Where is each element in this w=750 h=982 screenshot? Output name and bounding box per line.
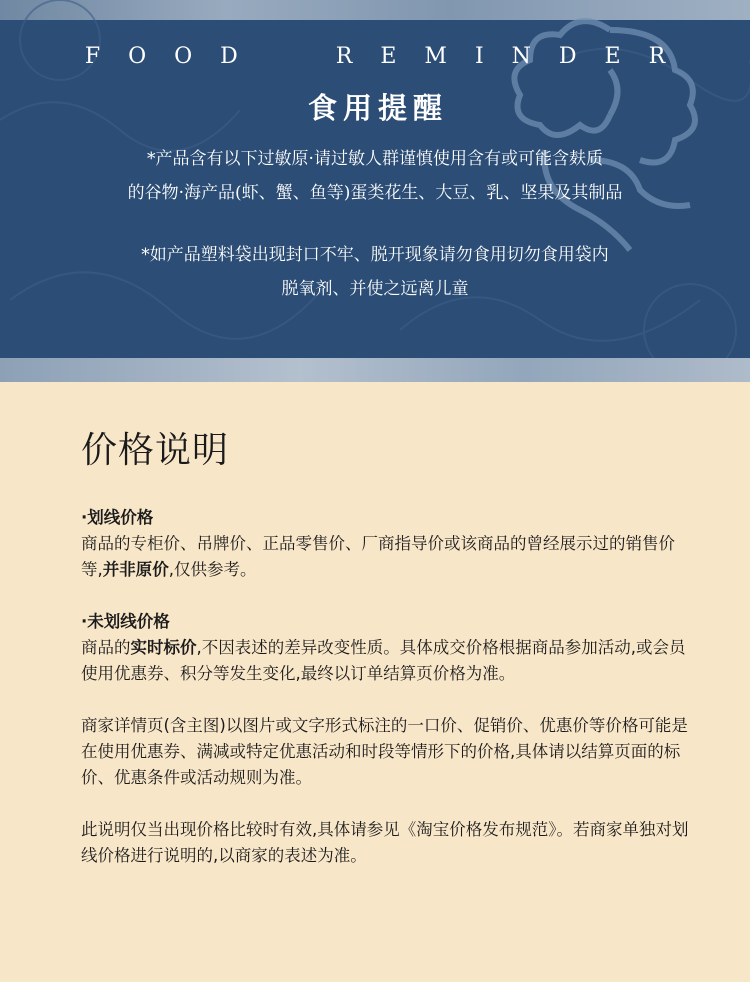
strikethrough-price-text [81, 531, 691, 583]
allergen-notice-line-1: *产品含有以下过敏原·请过敏人群谨慎使用含有或可能含麸质 [147, 149, 603, 169]
allergen-notice-line-2: 的谷物·海产品(虾、蟹、鱼等)蛋类花生、大豆、乳、坚果及其制品 [127, 183, 623, 203]
packaging-notice [0, 238, 750, 306]
not-original-price-emphasis: 并非原价 [102, 560, 169, 579]
validity-text: 此说明仅当出现价格比较时有效,具体请参见《淘宝价格发布规范》。若商家单独对划线价格进行说明的,以商家的表述为准。 [81, 820, 689, 865]
section-heading: 价格说明 [81, 430, 230, 471]
banner-title: 食用提醒 [307, 91, 448, 125]
allergen-notice [0, 142, 750, 210]
real-time-price-emphasis: 实时标价 [130, 638, 197, 657]
non-strikethrough-price-text [81, 635, 691, 687]
packaging-notice-line-1: *如产品塑料袋出现封口不牢、脱开现象请勿食用切勿食用袋内 [141, 245, 609, 265]
detail-page-price-text: 商家详情页(含主图)以图片或文字形式标注的一口价、促销价、优惠价等价格可能是在使用优惠券、满减或特定优惠活动和时段等情形下的价格,具体请以结算页面的标价、优惠条件或活动规则为准。 [81, 716, 688, 787]
non-strikethrough-price-title: ·未划线价格 [81, 612, 170, 631]
banner-subtitle: FOOD REMINDER [84, 44, 694, 69]
price-explanation-section [81, 422, 691, 869]
food-reminder-banner [0, 0, 750, 382]
nonstrike-text-part-b: ,不因表述的差异改变性质。具体成交价格根据商品参加活动,或会员使用优惠券、积分等发生变化,最终以订单结算页价格为准。 [81, 638, 686, 683]
strike-text-part-b: ,仅供参考。 [168, 560, 257, 579]
nonstrike-text-part-a: 商品的 [81, 638, 131, 657]
strikethrough-price-title: ·划线价格 [81, 508, 154, 527]
packaging-notice-line-2: 脱氧剂、并使之远离儿童 [281, 279, 469, 299]
banner-bottom-decor-strip [0, 358, 750, 382]
strike-text-part-a: 商品的专柜价、吊牌价、正品零售价、厂商指导价或该商品的曾经展示过的销售价等, [81, 534, 675, 579]
